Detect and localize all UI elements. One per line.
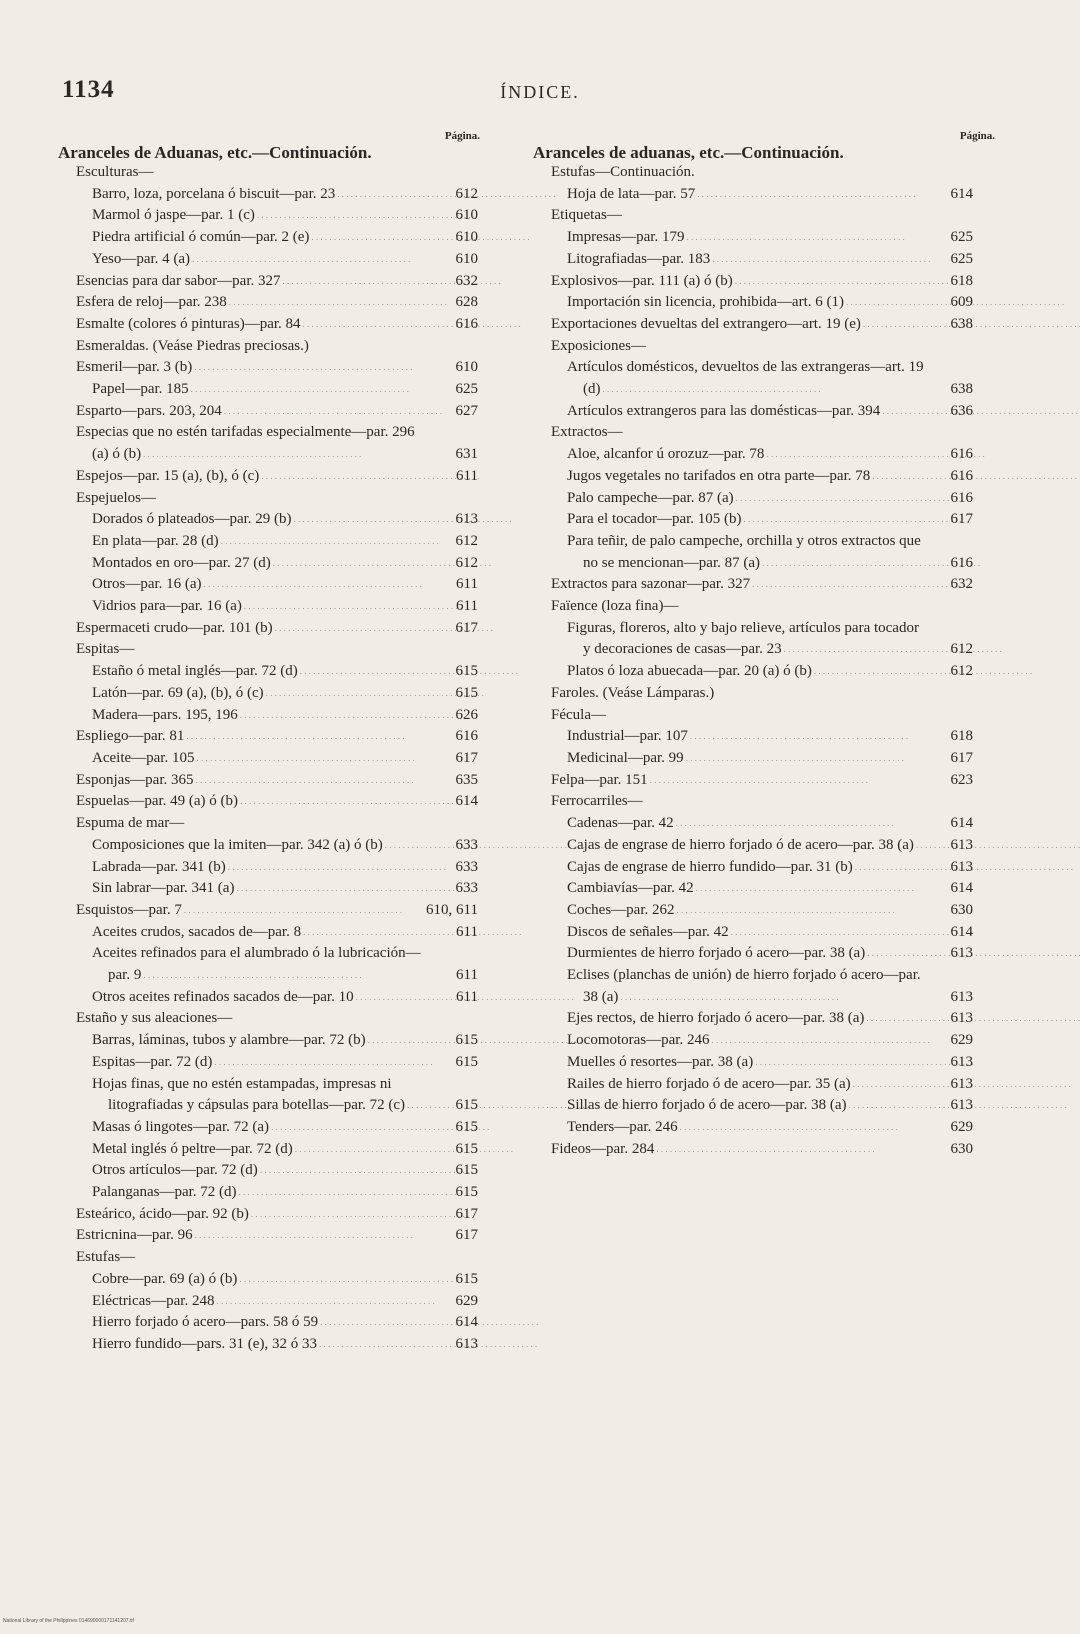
index-entry [58, 813, 478, 835]
entry-text: Eléctricas—par. 248 . . . [92, 1293, 214, 1309]
entry-page-number: 613 [950, 1053, 973, 1070]
entry-text: Cajas de engrase de hierro forjado ó de acero—par. 38 (a) . . . [567, 837, 914, 853]
index-entry [533, 922, 973, 944]
entry-text: Barro, loza, porcelana ó biscuit—par. 23 . . . [92, 186, 335, 202]
entry-page-number: 614 [950, 923, 973, 940]
page-number: 1134 [62, 76, 115, 103]
index-entry [533, 466, 973, 488]
entry-text: Barras, láminas, tubos y alambre—par. 72 (b) . . . [92, 1032, 366, 1048]
section-continuation: Aranceles de Aduanas, etc.—Continuación. [58, 143, 372, 162]
index-entry [533, 336, 973, 358]
entry-text: Jugos vegetales no tarifados en otra parte—par. 78 . . . [567, 468, 870, 484]
entry-text: Esmeraldas. (Veáse Piedras preciosas.) [76, 337, 309, 354]
entry-page-number: 610 [455, 359, 478, 376]
entry-text: Cajas de engrase de hierro fundido—par. 31 (b) . . . [567, 859, 853, 875]
entry-text: Litografiadas—par. 183 . . . [567, 251, 710, 267]
entry-page-number: 614 [950, 185, 973, 202]
index-entry [58, 292, 478, 314]
entry-text: Esencias para dar sabor—par. 327 . . . [76, 273, 281, 289]
index-entry [533, 574, 973, 596]
entry-page-number: 615 [455, 663, 478, 680]
entry-text: Estricnina—par. 96 . . . [76, 1227, 193, 1243]
entry-text: Otros aceites refinados sacados de—par. 10 . . . [92, 989, 354, 1005]
index-entry [58, 1291, 478, 1313]
entry-text: Espuelas—par. 49 (a) ó (b) . . . [76, 793, 238, 809]
entry-text: Artículos extrangeros para las domésticas—par. 394 . . . [567, 403, 880, 419]
entry-page-number: 629 [455, 1292, 478, 1309]
entry-text: Industrial—par. 107 . . . [567, 728, 688, 744]
index-entry [58, 357, 478, 379]
entry-page-number: 611 [456, 467, 478, 484]
entry-page-number: 631 [455, 446, 478, 463]
index-entry [533, 227, 973, 249]
index-entry [533, 422, 973, 444]
entry-page-number: 617 [950, 511, 973, 528]
index-entry [533, 1030, 973, 1052]
entry-page-number: 613 [455, 511, 478, 528]
index-entry [533, 401, 973, 423]
entry-text: Exportaciones devueltas del extrangero—art. 19 (e) . . . [551, 316, 861, 332]
entry-text: Faïence (loza fina)— [551, 598, 679, 615]
entry-text: Extractos para sazonar—par. 327 . . . [551, 576, 750, 592]
section-continuation: Aranceles de aduanas, etc.—Continuación. [533, 143, 844, 162]
entry-page-number: 632 [950, 576, 973, 593]
entry-text: Espermaceti crudo—par. 101 (b) . . . [76, 620, 273, 636]
index-entry [58, 857, 478, 879]
entry-page-number: 613 [950, 1075, 973, 1092]
entry-text: Espliego—par. 81 . . . [76, 728, 184, 744]
entry-text: Composiciones que la imiten—par. 342 (a) ó (b) . . . [92, 837, 383, 853]
entry-text: Estufas—Continuación. [551, 164, 695, 180]
entry-text: Hojas finas, que no estén estampadas, impresas ni litografiadas y cápsulas para botellas—par. 72 (c) . . . [92, 1076, 405, 1114]
index-entry [58, 422, 478, 465]
entry-page-number: 635 [455, 771, 478, 788]
entry-text: Discos de señales—par. 42 . . . [567, 924, 729, 940]
entry-page-number: 618 [950, 272, 973, 289]
running-head: ÍNDICE. [500, 82, 580, 102]
entry-page-number: 625 [950, 229, 973, 246]
entry-page-number: 615 [455, 1032, 478, 1049]
entry-text: Ferrocarriles— [551, 793, 643, 810]
entry-page-number: 614 [950, 815, 973, 832]
entry-text: Platos ó loza abuecada—par. 20 (a) ó (b) . . . [567, 663, 812, 679]
entry-page-number: 610, 611 [426, 901, 478, 918]
entry-page-number: 612 [455, 532, 478, 549]
entry-page-number: 614 [455, 1314, 478, 1331]
entry-page-number: 623 [950, 771, 973, 788]
entry-text: Explosivos—par. 111 (a) ó (b) . . . [551, 273, 733, 289]
index-entry [533, 748, 973, 770]
entry-text: Espitas—par. 72 (d) . . . [92, 1054, 212, 1070]
index-entry [58, 1117, 478, 1139]
entry-page-number: 613 [950, 836, 973, 853]
index-entry [533, 943, 973, 965]
entry-text: Palo campeche—par. 87 (a) . . . [567, 490, 734, 506]
index-entry [533, 1139, 973, 1161]
index-entry [58, 574, 478, 596]
entry-text: Esmalte (colores ó pinturas)—par. 84 . . . [76, 316, 301, 332]
entry-text: En plata—par. 28 (d) . . . [92, 533, 219, 549]
entry-text: Hoja de lata—par. 57 . . . [567, 186, 695, 202]
index-entry [533, 1052, 973, 1074]
entry-page-number: 615 [455, 1270, 478, 1287]
entry-page-number: 613 [950, 1010, 973, 1027]
entry-text: Sillas de hierro forjado ó de acero—par. 38 (a) . . . [567, 1097, 846, 1113]
index-entry [58, 943, 478, 986]
entry-text: Otros—par. 16 (a) . . . [92, 576, 202, 592]
entry-text: Estufas— [76, 1249, 136, 1266]
index-entry [58, 184, 478, 206]
index-entry [58, 1030, 478, 1052]
entry-page-number: 633 [455, 836, 478, 853]
entry-text: Etiquetas— [551, 207, 622, 224]
entry-page-number: 618 [950, 728, 973, 745]
entry-text: Espejuelos— [76, 489, 156, 506]
index-entry [58, 1204, 478, 1226]
index-entry [533, 878, 973, 900]
entry-text: Dorados ó plateados—par. 29 (b) . . . [92, 511, 292, 527]
entry-page-number: 611 [456, 598, 478, 615]
entry-text: Muelles ó resortes—par. 38 (a) . . . [567, 1054, 753, 1070]
entry-text: Palanganas—par. 72 (d) . . . [92, 1184, 237, 1200]
entry-page-number: 633 [455, 880, 478, 897]
right-column [533, 130, 995, 1160]
entry-page-number: 610 [455, 229, 478, 246]
index-entry [58, 618, 478, 640]
index-entry [58, 314, 478, 336]
entry-page-number: 614 [455, 793, 478, 810]
entry-text: Esquistos—par. 7 . . . [76, 902, 182, 918]
index-entry [58, 1247, 478, 1269]
entry-text: Esmeril—par. 3 (b) . . . [76, 359, 192, 375]
entry-text: Montados en oro—par. 27 (d) . . . [92, 555, 271, 571]
entry-text: Madera—pars. 195, 196 . . . [92, 707, 238, 723]
index-entry [533, 857, 973, 879]
entry-page-number: 613 [950, 858, 973, 875]
entry-text: Medicinal—par. 99 . . . [567, 750, 684, 766]
entry-text: Estaño y sus aleaciones— [76, 1010, 233, 1027]
index-entry [58, 596, 478, 618]
index-entry [533, 444, 973, 466]
entry-text: Labrada—par. 341 (b) . . . [92, 859, 226, 875]
page-column-header: Página. [959, 130, 995, 142]
entry-page-number: 616 [950, 467, 973, 484]
index-entry [58, 531, 478, 553]
entry-page-number: 629 [950, 1032, 973, 1049]
index-entry [533, 249, 973, 271]
entry-page-number: 613 [455, 1335, 478, 1352]
entry-text: Hierro fundido—pars. 31 (e), 32 ó 33 . . . [92, 1336, 317, 1352]
entry-page-number: 632 [455, 272, 478, 289]
entry-page-number: 612 [455, 185, 478, 202]
entry-text: Durmientes de hierro forjado ó acero—par. 38 (a) . . . [567, 945, 865, 961]
entry-page-number: 616 [950, 554, 973, 571]
index-entry [533, 705, 973, 727]
entry-text: Para el tocador—par. 105 (b) . . . [567, 511, 742, 527]
index-entry [533, 726, 973, 748]
index-entry [58, 205, 478, 227]
entry-text: Fideos—par. 284 . . . [551, 1141, 654, 1157]
index-entry [533, 813, 973, 835]
entry-text: Esfera de reloj—par. 238 . . . [76, 294, 227, 310]
entry-text: Aceites refinados para el alumbrado ó la lubricación—par. 9 . . . [92, 945, 421, 983]
index-entries [58, 162, 478, 1356]
entry-text: Para teñir, de palo campeche, orchilla y otros extractos que no se mencionan—par. 87 (a) . . . [567, 533, 921, 571]
index-entry [58, 379, 478, 401]
entry-page-number: 615 [455, 1097, 478, 1114]
index-entry [58, 466, 478, 488]
index-entries [533, 162, 973, 1160]
index-entry [533, 683, 973, 705]
entry-page-number: 616 [950, 489, 973, 506]
index-entry [533, 835, 973, 857]
entry-page-number: 617 [455, 1205, 478, 1222]
entry-text: Especias que no estén tarifadas especialmente—par. 296 (a) ó (b) . . . [76, 424, 415, 462]
entry-page-number: 617 [950, 749, 973, 766]
index-entry [533, 618, 973, 661]
entry-page-number: 611 [456, 576, 478, 593]
entry-text: Masas ó lingotes—par. 72 (a) . . . [92, 1119, 269, 1135]
entry-text: Estaño ó metal inglés—par. 72 (d) . . . [92, 663, 298, 679]
index-entry [533, 314, 973, 336]
index-entry [533, 184, 973, 206]
index-entry [58, 639, 478, 661]
entry-text: Espuma de mar— [76, 815, 185, 832]
entry-page-number: 625 [455, 381, 478, 398]
index-entry [58, 1225, 478, 1247]
entry-page-number: 617 [455, 619, 478, 636]
entry-text: Tenders—par. 246 . . . [567, 1119, 678, 1135]
entry-page-number: 615 [455, 1162, 478, 1179]
entry-page-number: 629 [950, 1118, 973, 1135]
index-entry [58, 791, 478, 813]
entry-page-number: 613 [950, 988, 973, 1005]
index-entry [58, 705, 478, 727]
entry-page-number: 613 [950, 945, 973, 962]
index-entry [58, 1074, 478, 1117]
index-entry [58, 987, 478, 1009]
entry-page-number: 616 [455, 728, 478, 745]
entry-text: Hierro forjado ó acero—pars. 58 ó 59 . . . [92, 1314, 318, 1330]
entry-page-number: 628 [455, 294, 478, 311]
entry-page-number: 610 [455, 250, 478, 267]
index-entry [58, 661, 478, 683]
entry-text: Extractos— [551, 424, 623, 441]
entry-text: Aloe, alcanfor ú orozuz—par. 78 . . . [567, 446, 764, 462]
entry-text: Sin labrar—par. 341 (a) . . . [92, 880, 234, 896]
entry-page-number: 616 [455, 315, 478, 332]
entry-page-number: 615 [455, 1053, 478, 1070]
entry-text: Figuras, floreros, alto y bajo relieve, artículos para tocador y decoraciones de casas—par. 23 . . . [567, 620, 919, 658]
entry-text: Cadenas—par. 42 . . . [567, 815, 674, 831]
entry-page-number: 615 [455, 1140, 478, 1157]
entry-text: Cobre—par. 69 (a) ó (b) . . . [92, 1271, 237, 1287]
index-entry [58, 488, 478, 510]
entry-page-number: 613 [950, 1097, 973, 1114]
index-entry [58, 249, 478, 271]
index-entry [533, 509, 973, 531]
left-column [58, 130, 478, 1356]
entry-page-number: 615 [455, 1184, 478, 1201]
index-entry [58, 683, 478, 705]
index-entry [58, 227, 478, 249]
entry-page-number: 611 [456, 988, 478, 1005]
page-column-header: Página. [444, 130, 480, 142]
entry-page-number: 616 [950, 446, 973, 463]
index-entry [58, 726, 478, 748]
index-entry [533, 488, 973, 510]
index-entry [533, 900, 973, 922]
entry-text: Felpa—par. 151 . . . [551, 772, 648, 788]
entry-text: Importación sin licencia, prohibida—art. 6 (1) . . . [567, 294, 844, 310]
index-entry [533, 271, 973, 293]
index-entry [533, 770, 973, 792]
scan-footer: National Library of the Philippines 014690000171141207.tif [3, 1618, 134, 1624]
entry-text: Marmol ó jaspe—par. 1 (c) . . . [92, 207, 255, 223]
index-entry [58, 835, 478, 857]
index-entry [58, 553, 478, 575]
index-entry [58, 900, 478, 922]
index-entry [533, 1117, 973, 1139]
entry-page-number: 612 [950, 663, 973, 680]
index-entry [58, 1052, 478, 1074]
entry-text: Cambiavías—par. 42 . . . [567, 880, 694, 896]
entry-page-number: 615 [455, 684, 478, 701]
index-entry [58, 336, 478, 358]
index-entry [533, 292, 973, 314]
entry-page-number: 626 [455, 706, 478, 723]
entry-text: Locomotoras—par. 246 . . . [567, 1032, 709, 1048]
entry-page-number: 609 [950, 294, 973, 311]
index-entry [58, 922, 478, 944]
entry-text: Aceites crudos, sacados de—par. 8 . . . [92, 924, 301, 940]
index-entry [58, 401, 478, 423]
index-entry [533, 1008, 973, 1030]
entry-page-number: 627 [455, 402, 478, 419]
index-entry [58, 1269, 478, 1291]
index-entry [58, 1334, 478, 1356]
index-entry [533, 1074, 973, 1096]
entry-text: Esponjas—par. 365 . . . [76, 772, 194, 788]
entry-text: Faroles. (Veáse Lámparas.) [551, 684, 715, 701]
entry-text: Aceite—par. 105 . . . [92, 750, 194, 766]
entry-page-number: 610 [455, 207, 478, 224]
index-entry [533, 357, 973, 400]
entry-text: Piedra artificial ó común—par. 2 (e) . . . [92, 229, 309, 245]
entry-page-number: 630 [950, 901, 973, 918]
index-entry [533, 1095, 973, 1117]
index-entry [58, 1312, 478, 1334]
index-entry [58, 1139, 478, 1161]
entry-text: Railes de hierro forjado ó de acero—par. 35 (a) . . . [567, 1076, 851, 1092]
entry-text: Fécula— [551, 706, 606, 723]
entry-page-number: 633 [455, 858, 478, 875]
entry-page-number: 615 [455, 1118, 478, 1135]
entry-page-number: 617 [455, 1227, 478, 1244]
entry-text: Latón—par. 69 (a), (b), ó (c) . . . [92, 685, 264, 701]
index-entry [533, 965, 973, 1008]
entry-text: Espitas— [76, 641, 135, 658]
index-entry [58, 271, 478, 293]
entry-text: Vidrios para—par. 16 (a) . . . [92, 598, 242, 614]
index-entry [533, 596, 973, 618]
index-entry [533, 162, 973, 184]
entry-page-number: 625 [950, 250, 973, 267]
index-entry [58, 770, 478, 792]
entry-text: Exposiciones— [551, 337, 646, 354]
index-entry [58, 162, 478, 184]
entry-page-number: 612 [950, 641, 973, 658]
entry-text: Impresas—par. 179 . . . [567, 229, 684, 245]
entry-text: Otros artículos—par. 72 (d) . . . [92, 1162, 258, 1178]
entry-text: Espejos—par. 15 (a), (b), ó (c) . . . [76, 468, 259, 484]
index-entry [533, 205, 973, 227]
entry-page-number: 611 [456, 923, 478, 940]
entry-text: Metal inglés ó peltre—par. 72 (d) . . . [92, 1141, 293, 1157]
entry-page-number: 617 [455, 749, 478, 766]
entry-text: Esculturas— [76, 164, 154, 180]
entry-page-number: 638 [950, 381, 973, 398]
entry-page-number: 612 [455, 554, 478, 571]
entry-text: Yeso—par. 4 (a) . . . [92, 251, 190, 267]
entry-text: Artículos domésticos, devueltos de las extrangeras—art. 19 (d) . . . [567, 359, 924, 397]
index-entry [533, 661, 973, 683]
entry-text: Papel—par. 185 . . . [92, 381, 189, 397]
entry-page-number: 611 [456, 967, 478, 984]
entry-text: Esteárico, ácido—par. 92 (b) . . . [76, 1206, 249, 1222]
entry-page-number: 636 [950, 402, 973, 419]
entry-page-number: 614 [950, 880, 973, 897]
entry-page-number: 638 [950, 315, 973, 332]
entry-text: Eclises (planchas de unión) de hierro forjado ó acero—par. 38 (a) . . . [567, 967, 921, 1005]
index-entry [58, 1160, 478, 1182]
entry-text: Coches—par. 262 . . . [567, 902, 674, 918]
index-entry [58, 1008, 478, 1030]
entry-text: Ejes rectos, de hierro forjado ó acero—par. 38 (a) . . . [567, 1010, 864, 1026]
index-entry [58, 748, 478, 770]
entry-text: Esparto—pars. 203, 204 . . . [76, 403, 222, 419]
index-entry [58, 878, 478, 900]
index-entry [58, 509, 478, 531]
entry-page-number: 630 [950, 1140, 973, 1157]
index-entry [58, 1182, 478, 1204]
index-entry [533, 791, 973, 813]
index-entry [533, 531, 973, 574]
